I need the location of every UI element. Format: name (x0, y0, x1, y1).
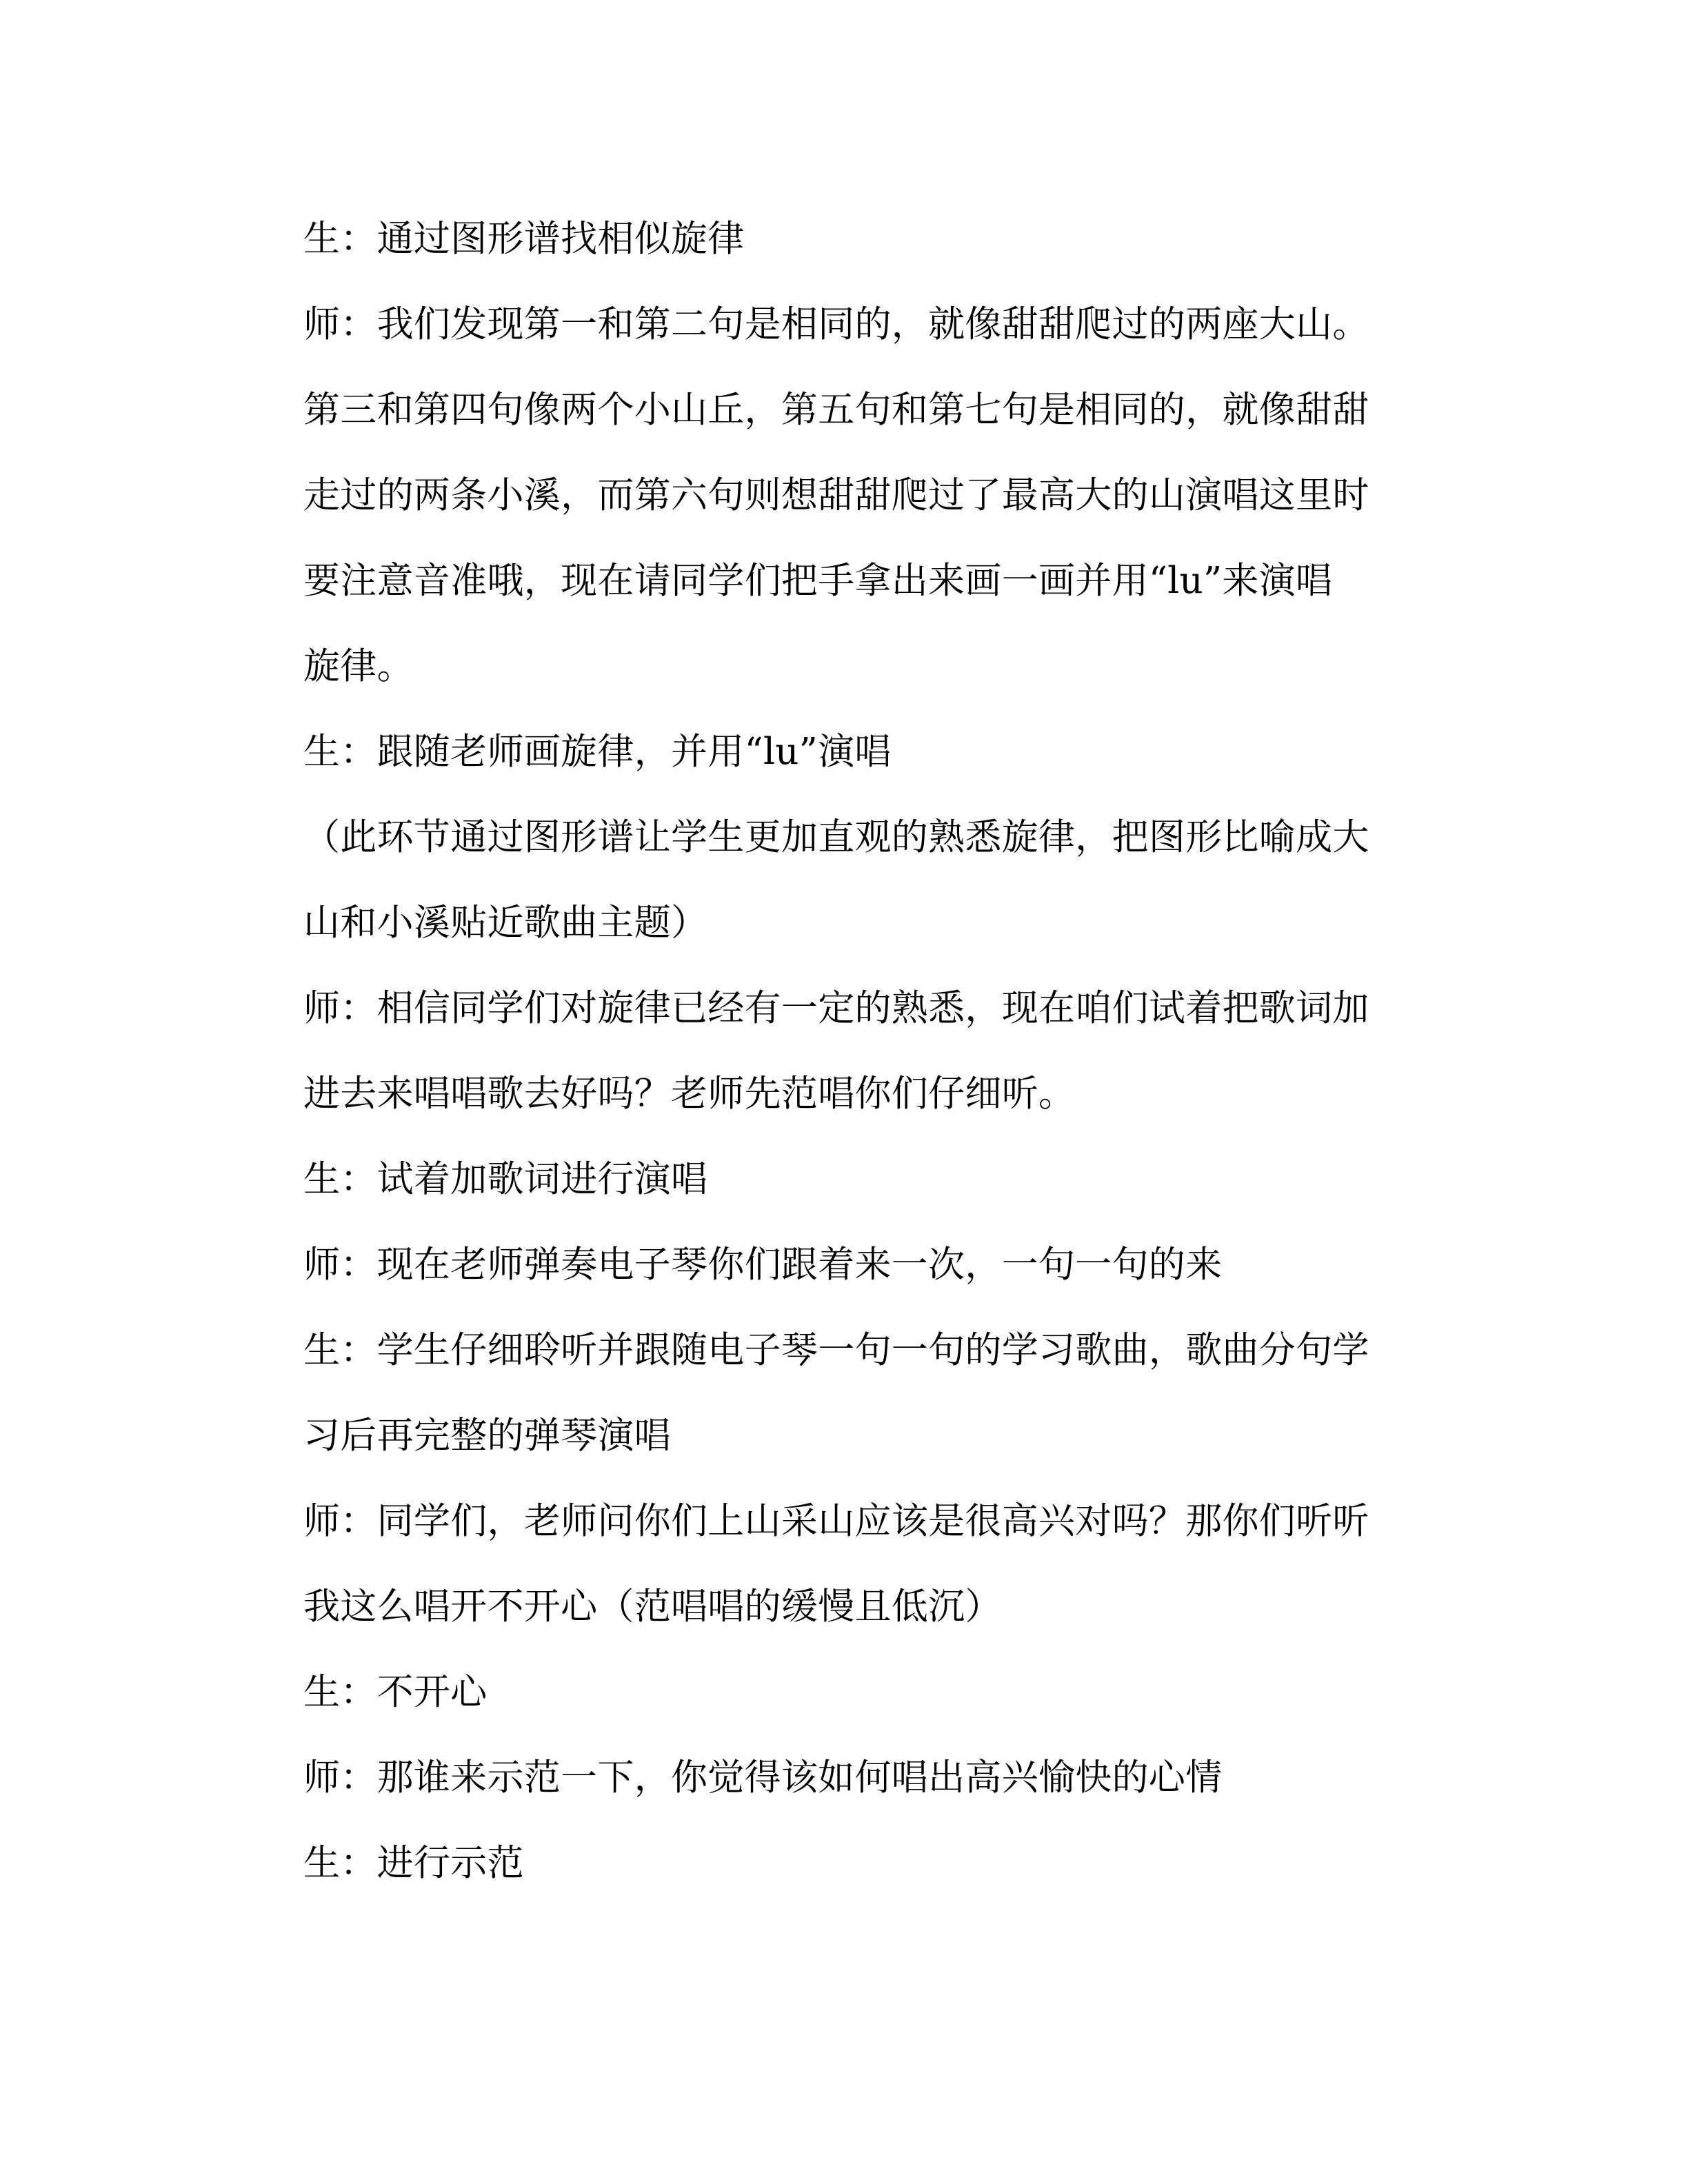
text-line: 生：通过图形谱找相似旋律 (303, 218, 745, 260)
text-line: 生：进行示范 (303, 1842, 524, 1884)
text-line: 习后再完整的弹琴演唱 (303, 1415, 671, 1457)
text-line: 山和小溪贴近歌曲主题） (303, 902, 708, 944)
text-line: 生：不开心 (303, 1671, 488, 1713)
text-line: 要注意音准哦，现在请同学们把手拿出来画一画并用“lu”来演唱 (303, 560, 1333, 602)
text-line: 师：现在老师弹奏电子琴你们跟着来一次，一句一句的来 (303, 1244, 1223, 1286)
text-line: 师：同学们，老师问你们上山采山应该是很高兴对吗？那你们听听 (303, 1500, 1369, 1542)
text-line: 进去来唱唱歌去好吗？老师先范唱你们仔细听。 (303, 1073, 1076, 1115)
text-line: 师：那谁来示范一下，你觉得该如何唱出高兴愉快的心情 (303, 1757, 1223, 1799)
text-line: 生：跟随老师画旋律，并用“lu”演唱 (303, 731, 892, 773)
text-line: 生：试着加歌词进行演唱 (303, 1158, 708, 1200)
text-line: 第三和第四句像两个小山丘，第五句和第七句是相同的，就像甜甜 (303, 389, 1369, 431)
text-line: 走过的两条小溪，而第六句则想甜甜爬过了最高大的山演唱这里时 (303, 474, 1369, 516)
text-line: 我这么唱开不开心（范唱唱的缓慢且低沉） (303, 1586, 1002, 1628)
text-line: （此环节通过图形谱让学生更加直观的熟悉旋律，把图形比喻成大 (303, 816, 1369, 858)
text-line: 师：我们发现第一和第二句是相同的，就像甜甜爬过的两座大山。 (303, 303, 1369, 345)
text-line: 师：相信同学们对旋律已经有一定的熟悉，现在咱们试着把歌词加 (303, 987, 1369, 1029)
text-line: 生：学生仔细聆听并跟随电子琴一句一句的学习歌曲，歌曲分句学 (303, 1329, 1369, 1371)
text-line: 旋律。 (303, 645, 414, 687)
